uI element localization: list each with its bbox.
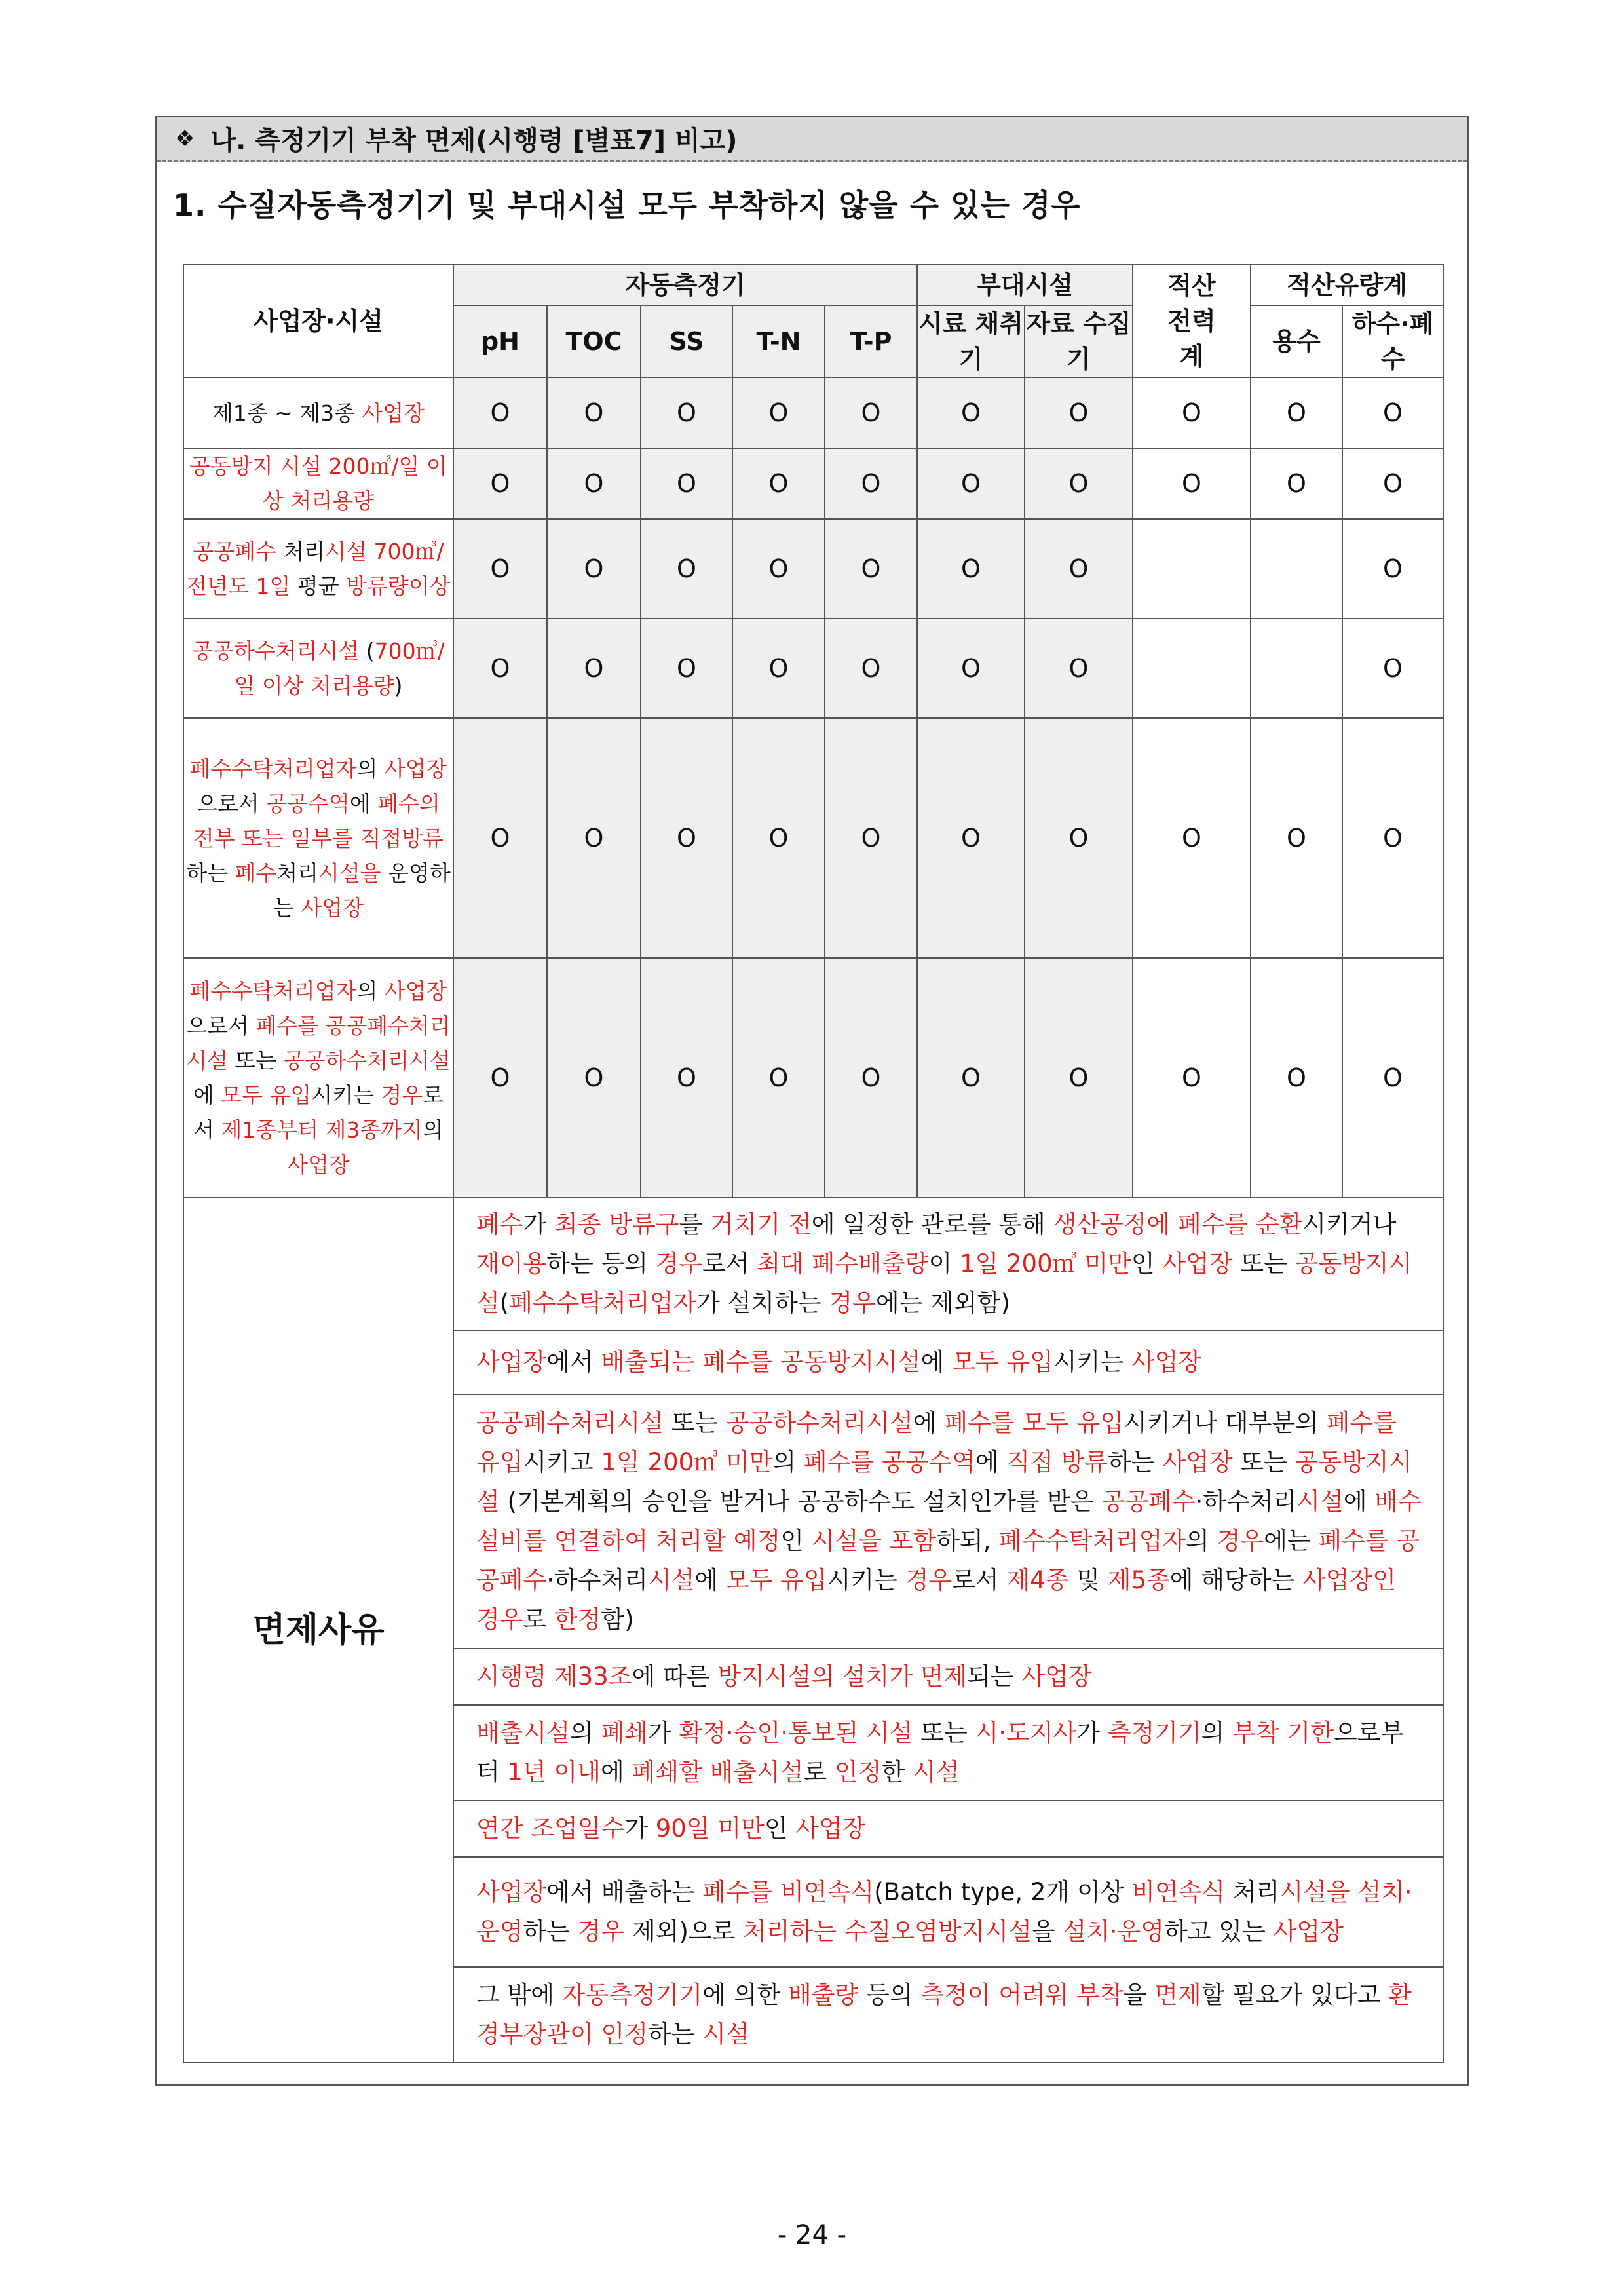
table-row <box>183 377 1443 448</box>
mark-cell: O <box>917 718 1025 958</box>
exemption-reason: 연간 조업일수가 90일 미만인 사업장 <box>453 1801 1443 1857</box>
mark-cell: O <box>732 718 825 958</box>
col-header-sampler: 시료 채취기 <box>917 305 1025 377</box>
mark-cell: O <box>825 619 917 718</box>
mark-cell: O <box>917 619 1025 718</box>
mark-cell: O <box>641 958 732 1198</box>
mark-cell: O <box>1025 377 1133 448</box>
col-header-ph: pH <box>453 305 547 377</box>
facility-cell: 공공하수처리시설 (700㎥/일 이상 처리용량) <box>183 619 453 718</box>
mark-cell <box>1133 619 1251 718</box>
mark-cell: O <box>1133 377 1251 448</box>
mark-cell: O <box>825 377 917 448</box>
mark-cell: O <box>1251 448 1342 519</box>
mark-cell: O <box>547 519 641 619</box>
mark-cell: O <box>917 377 1025 448</box>
mark-cell: O <box>641 448 732 519</box>
exemption-reason: 사업장에서 배출되는 폐수를 공동방지시설에 모두 유입시키는 사업장 <box>453 1330 1443 1394</box>
auto-meter-group-header: 자동측정기 <box>453 265 917 305</box>
mark-cell: O <box>547 448 641 519</box>
mark-cell: O <box>547 958 641 1198</box>
col-header-ss: SS <box>641 305 732 377</box>
mark-cell: O <box>547 619 641 718</box>
exemption-reason: 시행령 제33조에 따른 방지시설의 설치가 면제되는 사업장 <box>453 1649 1443 1705</box>
mark-cell: O <box>1025 718 1133 958</box>
col-header-tp: T-P <box>825 305 917 377</box>
mark-cell: O <box>732 619 825 718</box>
mark-cell: O <box>1133 958 1251 1198</box>
mark-cell: O <box>453 377 547 448</box>
table-row <box>183 958 1443 1198</box>
mark-cell <box>1251 519 1342 619</box>
exemption-reason: 그 밖에 자동측정기기에 의한 배출량 등의 측정이 어려워 부착을 면제할 필요가 있다고 환경부장관이 인정하는 시설 <box>453 1967 1443 2063</box>
power-meter-label: 적산 전력계 <box>1167 271 1216 371</box>
mark-cell: O <box>1133 448 1251 519</box>
mark-cell: O <box>732 519 825 619</box>
exemption-reason: 배출시설의 폐쇄가 확정·승인·통보된 시설 또는 시·도지사가 측정기기의 부착 기한으로부터 1년 이내에 폐쇄할 배출시설로 인정한 시설 <box>453 1705 1443 1801</box>
col-header-datalogger: 자료 수집기 <box>1025 305 1133 377</box>
mark-cell <box>1133 519 1251 619</box>
mark-cell: O <box>732 448 825 519</box>
table-row <box>183 519 1443 619</box>
header-title: 나. 측정기기 부착 면제(시행령 [별표7] 비고) <box>210 126 738 156</box>
mark-cell: O <box>825 448 917 519</box>
exemption-reason: 사업장에서 배출하는 폐수를 비연속식(Batch type, 2개 이상 비연속식 처리시설을 설치·운영하는 경우 제외)으로 처리하는 수질오염방지시설을 설치·운영하고 있는 사업장 <box>453 1857 1443 1967</box>
mark-cell: O <box>825 718 917 958</box>
facility-cell: 제1종 ~ 제3종 사업장 <box>183 377 453 448</box>
section-header <box>157 117 1467 162</box>
mark-cell: O <box>641 718 732 958</box>
mark-cell: O <box>1342 377 1443 448</box>
col-header-wastewater: 하수·폐수 <box>1342 305 1443 377</box>
mark-cell: O <box>1342 619 1443 718</box>
facility-cell: 폐수수탁처리업자의 사업장으로서 폐수를 공공폐수처리시설 또는 공공하수처리시설에 모두 유입시키는 경우로서 제1종부터 제3종까지의 사업장 <box>183 958 453 1198</box>
exemption-reason: 공공폐수처리시설 또는 공공하수처리시설에 폐수를 모두 유입시키거나 대부분의 폐수를 유입시키고 1일 200㎥ 미만의 폐수를 공공수역에 직접 방류하는 사업장 또는 공동방지시설 (기본계획의 승인을 받거나 공공하수도 설치인가를 받은 공공폐수·하수처리시설에 배수설비를 연결하여 처리할 예정인 시설을 포함하되, 폐수수탁처리업자의 경우에는 폐수를 공공폐수·하수처리시설에 모두 유입시키는 경우로서 제4종 및 제5종에 해당하는 사업장인 경우로 한정함) <box>453 1394 1443 1649</box>
mark-cell: O <box>1025 519 1133 619</box>
mark-cell: O <box>1251 718 1342 958</box>
diamond-bullet-icon: ❖ <box>175 125 195 152</box>
mark-cell: O <box>1025 448 1133 519</box>
facility-cell: 공동방지 시설 200㎥/일 이상 처리용량 <box>183 448 453 519</box>
mark-cell: O <box>453 448 547 519</box>
table-row <box>183 619 1443 718</box>
flow-meter-group-header: 적산유량계 <box>1251 265 1443 305</box>
power-meter-header <box>1133 265 1251 377</box>
mark-cell: O <box>453 958 547 1198</box>
exemption-reason: 폐수가 최종 방류구를 거치기 전에 일정한 관로를 통해 생산공정에 폐수를 순환시키거나 재이용하는 등의 경우로서 최대 폐수배출량이 1일 200㎥ 미만인 사업장 또는 공동방지시설(폐수수탁처리업자가 설치하는 경우에는 제외함) <box>453 1198 1443 1330</box>
mark-cell: O <box>1342 958 1443 1198</box>
mark-cell: O <box>1251 958 1342 1198</box>
table-row <box>183 718 1443 958</box>
mark-cell: O <box>1025 619 1133 718</box>
mark-cell: O <box>732 958 825 1198</box>
mark-cell: O <box>1342 718 1443 958</box>
mark-cell: O <box>1133 718 1251 958</box>
mark-cell: O <box>917 958 1025 1198</box>
mark-cell <box>1251 619 1342 718</box>
facility-cell: 공공폐수 처리시설 700㎥/전년도 1일 평균 방류량이상 <box>183 519 453 619</box>
facility-header: 사업장·시설 <box>183 265 453 377</box>
mark-cell: O <box>917 448 1025 519</box>
mark-cell: O <box>453 619 547 718</box>
mark-cell: O <box>641 519 732 619</box>
aux-facility-group-header: 부대시설 <box>917 265 1133 305</box>
mark-cell: O <box>732 377 825 448</box>
exemption-table <box>183 264 1444 2063</box>
mark-cell: O <box>453 519 547 619</box>
mark-cell: O <box>1342 448 1443 519</box>
table-row <box>183 448 1443 519</box>
mark-cell: O <box>641 619 732 718</box>
mark-cell: O <box>1251 377 1342 448</box>
col-header-toc: TOC <box>547 305 641 377</box>
mark-cell: O <box>641 377 732 448</box>
page-number: - 24 - <box>777 2220 847 2250</box>
col-header-water: 용수 <box>1251 305 1342 377</box>
mark-cell: O <box>547 718 641 958</box>
mark-cell: O <box>453 718 547 958</box>
mark-cell: O <box>825 519 917 619</box>
mark-cell: O <box>1025 958 1133 1198</box>
mark-cell: O <box>1342 519 1443 619</box>
exemption-reason-row <box>183 1198 1443 1330</box>
mark-cell: O <box>547 377 641 448</box>
mark-cell: O <box>917 519 1025 619</box>
document-frame <box>155 116 1469 2086</box>
section-title: 1. 수질자동측정기기 및 부대시설 모두 부착하지 않을 수 있는 경우 <box>173 187 1081 223</box>
mark-cell: O <box>825 958 917 1198</box>
facility-cell: 폐수수탁처리업자의 사업장으로서 공공수역에 폐수의 전부 또는 일부를 직접방류하는 폐수처리시설을 운영하는 사업장 <box>183 718 453 958</box>
exemption-label: 면제사유 <box>183 1198 453 2063</box>
col-header-tn: T-N <box>732 305 825 377</box>
